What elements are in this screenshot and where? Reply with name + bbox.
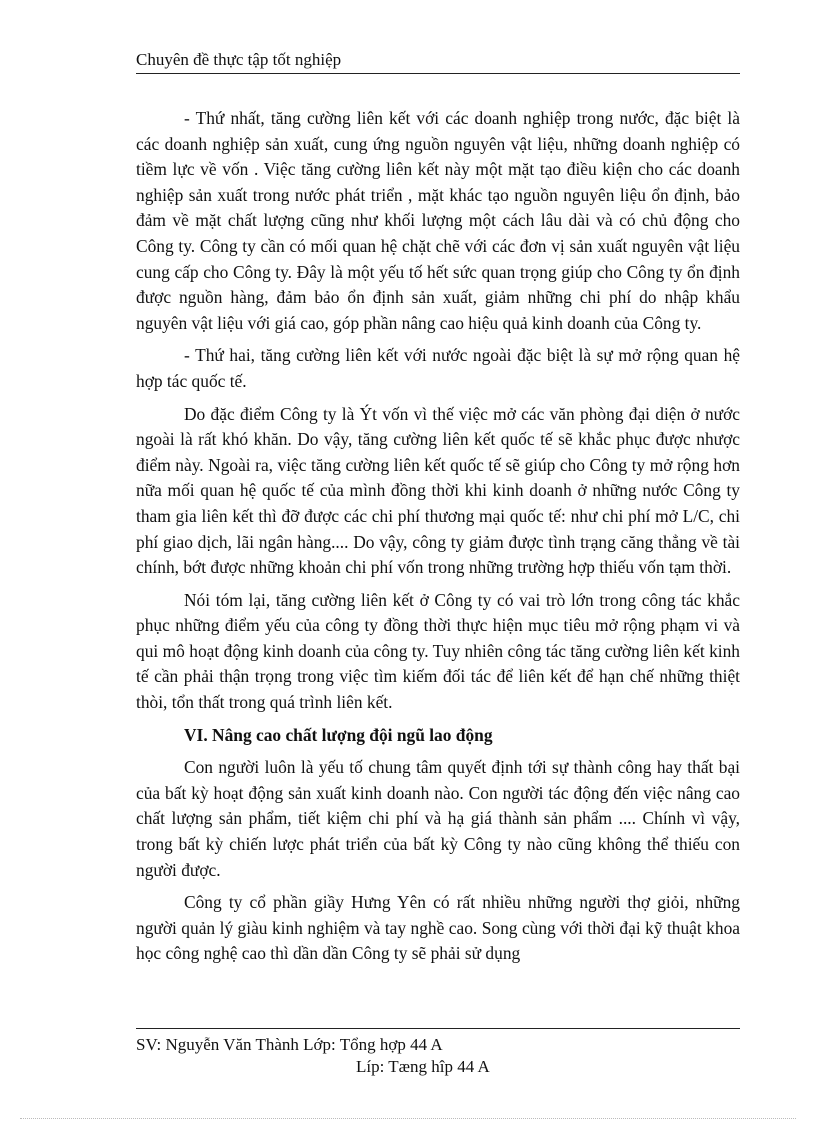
header-title: Chuyên đề thực tập tốt nghiệp: [136, 50, 342, 69]
paragraph-4: Nói tóm lại, tăng cường liên kết ở Công ty có vai trò lớn trong công tác khắc phục những điểm yếu của công ty đồng thời thực hiện mục tiêu mở rộng phạm vi và qui mô hoạt động kinh doanh của công ty. Tuy nhiên công tác tăng cường liên kết kinh tế cần phải thận trọng trong việc tìm kiếm đối tác để liên kết để hạn chế những thiệt thòi, tổn thất trong quá trình liên kết.: [136, 589, 740, 713]
document-body: [136, 106, 740, 974]
paragraph-6: Công ty cổ phần giầy Hưng Yên có rất nhiều những người thợ giỏi, những người quản lý giàu kinh nghiệm và tay nghề cao. Song cùng với thời đại kỹ thuật khoa học công nghệ cao thì dần dần Công ty sẽ phải sử dụng: [136, 892, 740, 964]
footer-line-1: SV: Nguyễn Văn Thành Lớp: Tổng hợp 44 A: [136, 1035, 443, 1054]
page-footer: [136, 1028, 740, 1076]
paragraph-5: Con người luôn là yếu tố chung tâm quyết định tới sự thành công hay thất bại của bất kỳ hoạt động sản xuất kinh doanh nào. Con người tác động đến việc nâng cao chất lượng sản phẩm, tiết kiệm chi phí và hạ giá thành sản phẩm .... Chính vì vậy, trong bất kỳ chiến lược phát triển của bất kỳ Công ty nào cũng không thể thiếu con người được.: [136, 757, 740, 880]
paragraph-3: Do đặc điểm Công ty là Ýt vốn vì thế việc mở các văn phòng đại diện ở nước ngoài là rất khó khăn. Do vậy, tăng cường liên kết quốc tế sẽ khắc phục được nhược điểm này. Ngoài ra, việc tăng cường liên kết quốc tế sẽ giúp cho Công ty mở rộng hơn nữa mối quan hệ quốc tế của mình đồng thời khi kinh doanh ở những nước Công ty tham gia liên kết thì đỡ được các chi phí thương mại quốc tế: như chi phí mở L/C, chi phí giao dịch, lãi ngân hàng.... Do vậy, công ty giảm được tình trạng căng thẳng về tài chính, bớt được những khoản chi phí vốn trong những trường hợp thiếu vốn tạm thời.: [136, 403, 740, 578]
section-heading: VI. Nâng cao chất lượng đội ngũ lao động: [184, 724, 493, 745]
paragraph-2: - Thứ hai, tăng cường liên kết với nước ngoài đặc biệt là sự mở rộng quan hệ hợp tác quốc tế.: [136, 345, 740, 391]
paragraph-1: - Thứ nhất, tăng cường liên kết với các doanh nghiệp trong nước, đặc biệt là các doanh nghiệp sản xuất, cung ứng nguồn nguyên vật liệu, những doanh nghiệp có tiềm lực về vốn . Việc tăng cường liên kết này một mặt tạo điều kiện cho các doanh nghiệp sản xuất trong nước phát triển , mặt khác tạo nguồn nguyên liệu ổn định, bảo đảm về mặt chất lượng cũng như khối lượng một cách lâu dài và có chủ động cho Công ty. Công ty cần có mối quan hệ chặt chẽ với các đơn vị sản xuất nguyên vật liệu cung cấp cho Công ty. Đây là một yếu tố hết sức quan trọng giúp cho Công ty ổn định được nguồn hàng, đảm bảo ổn định sản xuất, giảm những chi phí do nhập khẩu nguyên vật liệu với giá cao, góp phần nâng cao hiệu quả kinh doanh của Công ty.: [136, 108, 740, 333]
page-bottom-divider: [20, 1118, 796, 1119]
page-header: [136, 47, 740, 74]
footer-line-2: Líp: Tæng hîp 44 A: [356, 1057, 490, 1076]
